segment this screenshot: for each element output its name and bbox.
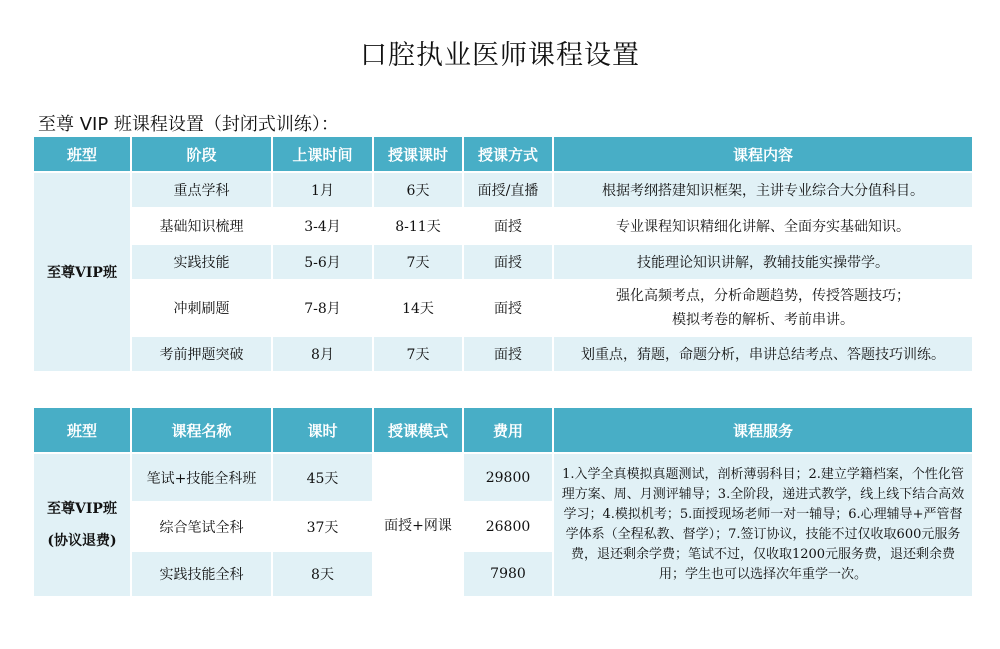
content-cell: 划重点，猜题，命题分析，串讲总结考点、答题技巧训练。 xyxy=(554,337,972,371)
table-row xyxy=(34,337,972,371)
table-row xyxy=(34,209,972,243)
header-service: 课程服务 xyxy=(554,408,972,452)
table-row xyxy=(34,454,972,501)
section-subtitle: 至尊 VIP 班课程设置（封闭式训练）： xyxy=(38,114,339,135)
class-type-note: (协议退费) xyxy=(47,533,117,549)
header-class-type: 班型 xyxy=(34,137,130,171)
table-row xyxy=(34,245,972,279)
stage-cell: 考前押题突破 xyxy=(132,337,271,371)
content-line-2: 模拟考卷的解析、考前串讲。 xyxy=(672,312,854,328)
stage-cell: 基础知识梳理 xyxy=(132,209,271,243)
header-mode: 授课模式 xyxy=(374,408,462,452)
hours-cell: 8-11天 xyxy=(374,209,462,243)
fee-cell: 29800 xyxy=(464,454,552,501)
content-cell: 根据考纲搭建知识框架，主讲专业综合大分值科目。 xyxy=(554,173,972,207)
header-hours: 课时 xyxy=(273,408,372,452)
content-cell: 专业课程知识精细化讲解、全面夯实基础知识。 xyxy=(554,209,972,243)
course-fee-table xyxy=(32,406,974,598)
mode-cell: 面授 xyxy=(464,281,552,335)
mode-cell: 面授 xyxy=(464,337,552,371)
time-cell: 8月 xyxy=(273,337,372,371)
stage-cell: 冲刺刷题 xyxy=(132,281,271,335)
table-row xyxy=(34,173,972,207)
hours-cell: 45天 xyxy=(273,454,372,501)
header-fee: 费用 xyxy=(464,408,552,452)
header-stage: 阶段 xyxy=(132,137,271,171)
class-type-cell xyxy=(34,454,130,596)
table-header-row xyxy=(34,137,972,171)
mode-cell: 面授+网课 xyxy=(374,454,462,596)
content-cell: 技能理论知识讲解，教辅技能实操带学。 xyxy=(554,245,972,279)
course-stage-table xyxy=(32,135,974,373)
course-name-cell: 综合笔试全科 xyxy=(132,503,271,550)
page-title: 口腔执业医师课程设置 xyxy=(360,40,640,71)
mode-cell: 面授 xyxy=(464,245,552,279)
hours-cell: 8天 xyxy=(273,552,372,596)
course-name-cell: 实践技能全科 xyxy=(132,552,271,596)
hours-cell: 37天 xyxy=(273,503,372,550)
table-header-row xyxy=(34,408,972,452)
service-cell: 1.入学全真模拟真题测试，剖析薄弱科目；2.建立学籍档案，个性化管理方案、周、月测评辅导；3.全阶段，递进式教学，线上线下结合高效学习；4.模拟机考；5.面授现场老师一对一辅导；6.心理辅导+严管督学体系（全程私教、督学）；7.签订协议，技能不过仅收取600元服务费，退还剩余学费；笔试不过，仅收取1200元服务费，退还剩余费用；学生也可以选择次年重学一次。 xyxy=(554,454,972,596)
hours-cell: 7天 xyxy=(374,337,462,371)
mode-cell: 面授/直播 xyxy=(464,173,552,207)
hours-cell: 7天 xyxy=(374,245,462,279)
header-mode: 授课方式 xyxy=(464,137,552,171)
time-cell: 1月 xyxy=(273,173,372,207)
mode-cell: 面授 xyxy=(464,209,552,243)
class-type-cell: 至尊VIP班 xyxy=(34,173,130,371)
time-cell: 7-8月 xyxy=(273,281,372,335)
time-cell: 3-4月 xyxy=(273,209,372,243)
table-row xyxy=(34,281,972,335)
content-cell xyxy=(554,281,972,335)
header-hours: 授课课时 xyxy=(374,137,462,171)
header-content: 课程内容 xyxy=(554,137,972,171)
header-class-type: 班型 xyxy=(34,408,130,452)
stage-cell: 实践技能 xyxy=(132,245,271,279)
fee-cell: 7980 xyxy=(464,552,552,596)
content-line-1: 强化高频考点，分析命题趋势，传授答题技巧； xyxy=(616,288,910,304)
fee-cell: 26800 xyxy=(464,503,552,550)
stage-cell: 重点学科 xyxy=(132,173,271,207)
hours-cell: 14天 xyxy=(374,281,462,335)
hours-cell: 6天 xyxy=(374,173,462,207)
course-name-cell: 笔试+技能全科班 xyxy=(132,454,271,501)
header-time: 上课时间 xyxy=(273,137,372,171)
header-course-name: 课程名称 xyxy=(132,408,271,452)
class-type-label: 至尊VIP班 xyxy=(47,501,117,517)
time-cell: 5-6月 xyxy=(273,245,372,279)
